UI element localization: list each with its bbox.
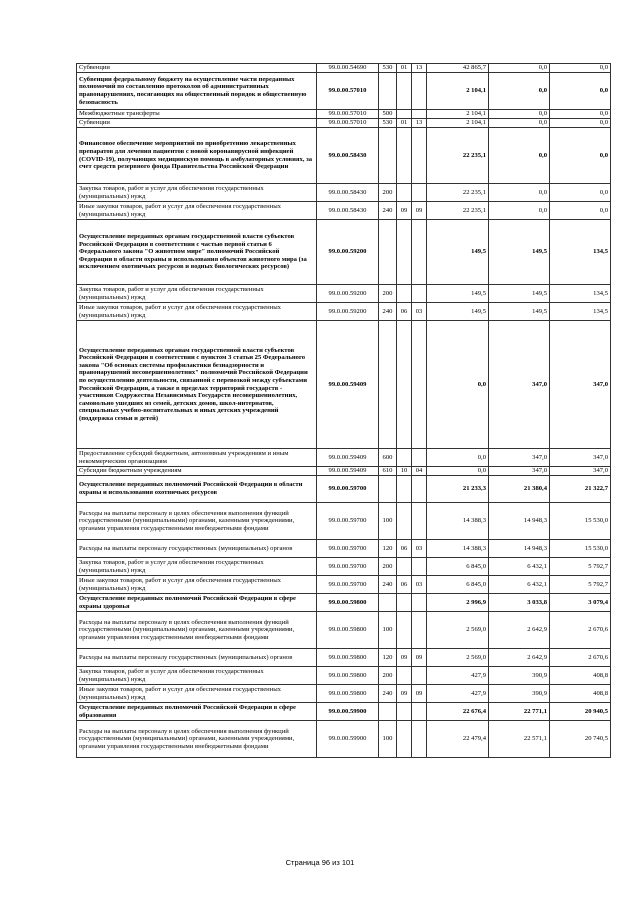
- cell-code: 99.0.00.59700: [317, 576, 379, 594]
- cell-type: 100: [379, 612, 397, 649]
- cell-section: [397, 449, 412, 467]
- cell-subsection: [412, 703, 427, 721]
- cell-code: 99.0.00.59900: [317, 721, 379, 758]
- table-row: [77, 467, 611, 476]
- cell-code: 99.0.00.59800: [317, 612, 379, 649]
- cell-value-1: 2 104,1: [427, 110, 489, 119]
- cell-name: Закупка товаров, работ и услуг для обеспечения государственных (муниципальных) нужд: [77, 184, 317, 202]
- cell-value-3: 0,0: [550, 64, 611, 73]
- cell-subsection: 09: [412, 202, 427, 220]
- cell-subsection: [412, 128, 427, 184]
- cell-value-1: 14 388,3: [427, 503, 489, 540]
- cell-name: Субвенции федеральному бюджету на осуществление части переданных полномочий по составлению протоколов об административных правонарушениях, посягающих на общественный порядок и общественную безопасность: [77, 73, 317, 110]
- cell-section: [397, 220, 412, 285]
- cell-value-1: 0,0: [427, 321, 489, 449]
- cell-name: Закупка товаров, работ и услуг для обеспечения государственных (муниципальных) нужд: [77, 558, 317, 576]
- cell-subsection: 03: [412, 303, 427, 321]
- cell-type: 100: [379, 721, 397, 758]
- table-row: [77, 449, 611, 467]
- cell-subsection: [412, 667, 427, 685]
- cell-value-3: 0,0: [550, 110, 611, 119]
- table-row: [77, 303, 611, 321]
- cell-value-1: 427,9: [427, 667, 489, 685]
- cell-name: Осуществление переданных полномочий Российской Федерации в области охраны и использования охотничьих ресурсов: [77, 476, 317, 503]
- cell-name: Финансовое обеспечение мероприятий по приобретению лекарственных препаратов для лечения пациентов с новой коронавирусной инфекцией (COVID-19), получающих медицинскую помощь в амбулаторных условиях, за счет средств резервного фонда Правительства Российской Федерации: [77, 128, 317, 184]
- cell-name: Субвенции: [77, 119, 317, 128]
- cell-name: Осуществление переданных полномочий Российской Федерации в сфере образования: [77, 703, 317, 721]
- cell-section: [397, 476, 412, 503]
- cell-value-3: 2 670,6: [550, 612, 611, 649]
- cell-section: [397, 321, 412, 449]
- cell-name: Закупка товаров, работ и услуг для обеспечения государственных (муниципальных) нужд: [77, 667, 317, 685]
- cell-value-3: 347,0: [550, 321, 611, 449]
- cell-section: 10: [397, 467, 412, 476]
- cell-value-1: 42 865,7: [427, 64, 489, 73]
- table-row: [77, 667, 611, 685]
- cell-section: 06: [397, 303, 412, 321]
- table-row: [77, 64, 611, 73]
- cell-type: 240: [379, 202, 397, 220]
- cell-code: 99.0.00.58430: [317, 128, 379, 184]
- table-row: [77, 612, 611, 649]
- cell-subsection: [412, 184, 427, 202]
- cell-value-1: 22 235,1: [427, 202, 489, 220]
- cell-subsection: 04: [412, 467, 427, 476]
- cell-value-2: 6 432,1: [489, 576, 550, 594]
- budget-table: [76, 63, 611, 758]
- cell-section: [397, 703, 412, 721]
- cell-value-2: 0,0: [489, 110, 550, 119]
- cell-name: Закупка товаров, работ и услуг для обеспечения государственных (муниципальных) нужд: [77, 285, 317, 303]
- cell-value-1: 22 479,4: [427, 721, 489, 758]
- cell-subsection: [412, 503, 427, 540]
- cell-value-3: 20 940,5: [550, 703, 611, 721]
- cell-value-2: 347,0: [489, 321, 550, 449]
- table-row: [77, 576, 611, 594]
- cell-code: 99.0.00.59800: [317, 685, 379, 703]
- table-row-heading: [77, 220, 611, 285]
- table-row: [77, 503, 611, 540]
- cell-code: 99.0.00.59700: [317, 476, 379, 503]
- cell-value-2: 347,0: [489, 467, 550, 476]
- cell-code: 99.0.00.59200: [317, 303, 379, 321]
- cell-subsection: [412, 285, 427, 303]
- cell-type: 200: [379, 184, 397, 202]
- cell-value-3: 2 670,6: [550, 649, 611, 667]
- table-row: [77, 110, 611, 119]
- cell-code: 99.0.00.59200: [317, 285, 379, 303]
- table-row-heading: [77, 594, 611, 612]
- cell-value-2: 0,0: [489, 184, 550, 202]
- cell-subsection: [412, 558, 427, 576]
- cell-subsection: [412, 321, 427, 449]
- cell-section: [397, 73, 412, 110]
- cell-type: [379, 594, 397, 612]
- cell-type: 240: [379, 576, 397, 594]
- cell-subsection: [412, 612, 427, 649]
- cell-value-1: 6 845,0: [427, 576, 489, 594]
- cell-subsection: 03: [412, 540, 427, 558]
- cell-type: 530: [379, 64, 397, 73]
- cell-section: 09: [397, 649, 412, 667]
- cell-value-3: 20 740,5: [550, 721, 611, 758]
- cell-type: 200: [379, 558, 397, 576]
- cell-value-3: 21 322,7: [550, 476, 611, 503]
- cell-value-3: 0,0: [550, 128, 611, 184]
- page-footer: Страница 96 из 101: [285, 858, 355, 867]
- table-row: [77, 649, 611, 667]
- cell-code: 99.0.00.57010: [317, 110, 379, 119]
- cell-value-1: 21 233,3: [427, 476, 489, 503]
- cell-type: [379, 703, 397, 721]
- cell-value-2: 149,5: [489, 285, 550, 303]
- cell-value-1: 149,5: [427, 285, 489, 303]
- cell-value-2: 21 380,4: [489, 476, 550, 503]
- cell-type: 600: [379, 449, 397, 467]
- cell-value-1: 2 996,9: [427, 594, 489, 612]
- cell-value-1: 22 235,1: [427, 128, 489, 184]
- cell-subsection: [412, 110, 427, 119]
- cell-value-3: 5 792,7: [550, 576, 611, 594]
- cell-type: 610: [379, 467, 397, 476]
- cell-value-3: 347,0: [550, 467, 611, 476]
- cell-name: Осуществление переданных полномочий Российской Федерации в сфере охраны здоровья: [77, 594, 317, 612]
- cell-value-3: 5 792,7: [550, 558, 611, 576]
- cell-section: [397, 594, 412, 612]
- cell-value-2: 14 948,3: [489, 503, 550, 540]
- cell-value-2: 2 642,9: [489, 649, 550, 667]
- cell-code: 99.0.00.59700: [317, 503, 379, 540]
- cell-code: 99.0.00.59800: [317, 594, 379, 612]
- table-row: [77, 202, 611, 220]
- table-row-heading: [77, 476, 611, 503]
- cell-name: Субвенции: [77, 64, 317, 73]
- cell-value-1: 427,9: [427, 685, 489, 703]
- cell-code: 99.0.00.59700: [317, 558, 379, 576]
- cell-name: Межбюджетные трансферты: [77, 110, 317, 119]
- cell-name: Расходы на выплаты персоналу в целях обеспечения выполнения функций государственными (муниципальными) органами, казенными учреждениями, органами управления государственными внебюджетными фондами: [77, 503, 317, 540]
- cell-type: 240: [379, 303, 397, 321]
- cell-section: 01: [397, 119, 412, 128]
- cell-section: [397, 612, 412, 649]
- cell-value-3: 0,0: [550, 202, 611, 220]
- cell-section: 09: [397, 202, 412, 220]
- cell-section: [397, 285, 412, 303]
- cell-section: [397, 184, 412, 202]
- cell-value-1: 6 845,0: [427, 558, 489, 576]
- cell-section: [397, 503, 412, 540]
- cell-value-2: 22 571,1: [489, 721, 550, 758]
- cell-type: 500: [379, 110, 397, 119]
- cell-section: [397, 558, 412, 576]
- cell-name: Осуществление переданных органам государственной власти субъектов Российской Федерации в соответствии с пунктом 3 статьи 25 Федерального закона "Об основах системы профилактики безнадзорности и правонарушений несовершеннолетних" полномочий Российской Федерации по осуществлению деятельности, связанной с перевозкой между субъектами Российской Федерации, а также в пределах территорий государств - участников Содружества Независимых Государств несовершеннолетних, самовольно ушедших из семей, детских домов, школ-интернатов, специальных учебно-воспитательных и иных детских учреждений (поддержка семьи и детей): [77, 321, 317, 449]
- cell-code: 99.0.00.59200: [317, 220, 379, 285]
- table-row-heading: [77, 321, 611, 449]
- cell-section: [397, 667, 412, 685]
- cell-value-2: 22 771,1: [489, 703, 550, 721]
- cell-name: Иные закупки товаров, работ и услуг для обеспечения государственных (муниципальных) нужд: [77, 576, 317, 594]
- cell-value-2: 149,5: [489, 220, 550, 285]
- table-row: [77, 285, 611, 303]
- cell-name: Расходы на выплаты персоналу в целях обеспечения выполнения функций государственными (муниципальными) органами, казенными учреждениями, органами управления государственными внебюджетными фондами: [77, 612, 317, 649]
- cell-type: 240: [379, 685, 397, 703]
- cell-name: Расходы на выплаты персоналу государственных (муниципальных) органов: [77, 649, 317, 667]
- cell-code: 99.0.00.58430: [317, 202, 379, 220]
- cell-value-1: 14 388,3: [427, 540, 489, 558]
- cell-code: 99.0.00.59800: [317, 649, 379, 667]
- cell-value-3: 0,0: [550, 73, 611, 110]
- table-row-heading: [77, 128, 611, 184]
- cell-value-1: 0,0: [427, 467, 489, 476]
- cell-value-2: 347,0: [489, 449, 550, 467]
- table-row-heading: [77, 703, 611, 721]
- cell-value-3: 3 079,4: [550, 594, 611, 612]
- cell-type: 530: [379, 119, 397, 128]
- cell-name: Субсидии бюджетным учреждениям: [77, 467, 317, 476]
- cell-code: 99.0.00.59900: [317, 703, 379, 721]
- cell-type: [379, 220, 397, 285]
- cell-code: 99.0.00.54690: [317, 64, 379, 73]
- cell-code: 99.0.00.59700: [317, 540, 379, 558]
- table-row: [77, 540, 611, 558]
- cell-value-2: 3 033,8: [489, 594, 550, 612]
- cell-subsection: 03: [412, 576, 427, 594]
- cell-section: 09: [397, 685, 412, 703]
- cell-code: 99.0.00.59800: [317, 667, 379, 685]
- cell-name: Расходы на выплаты персоналу в целях обеспечения выполнения функций государственными (муниципальными) органами, казенными учреждениями, органами управления государственными внебюджетными фондами: [77, 721, 317, 758]
- cell-value-3: 408,8: [550, 667, 611, 685]
- cell-type: 120: [379, 540, 397, 558]
- cell-value-3: 0,0: [550, 119, 611, 128]
- cell-subsection: [412, 721, 427, 758]
- cell-code: 99.0.00.57010: [317, 73, 379, 110]
- cell-subsection: [412, 476, 427, 503]
- cell-value-3: 15 530,0: [550, 503, 611, 540]
- cell-value-1: 2 104,1: [427, 73, 489, 110]
- table-row: [77, 721, 611, 758]
- cell-subsection: 09: [412, 685, 427, 703]
- cell-value-3: 0,0: [550, 184, 611, 202]
- cell-name: Предоставление субсидий бюджетным, автономным учреждениям и иным некоммерческим организациям: [77, 449, 317, 467]
- cell-subsection: 13: [412, 64, 427, 73]
- cell-value-3: 134,5: [550, 285, 611, 303]
- cell-value-1: 149,5: [427, 220, 489, 285]
- cell-name: Иные закупки товаров, работ и услуг для обеспечения государственных (муниципальных) нужд: [77, 303, 317, 321]
- cell-code: 99.0.00.57010: [317, 119, 379, 128]
- cell-value-1: 22 676,4: [427, 703, 489, 721]
- cell-section: 01: [397, 64, 412, 73]
- cell-type: [379, 128, 397, 184]
- cell-value-1: 2 569,0: [427, 649, 489, 667]
- cell-value-1: 22 235,1: [427, 184, 489, 202]
- cell-section: [397, 110, 412, 119]
- cell-type: 100: [379, 503, 397, 540]
- cell-value-2: 0,0: [489, 73, 550, 110]
- cell-value-2: 14 948,3: [489, 540, 550, 558]
- cell-value-3: 15 530,0: [550, 540, 611, 558]
- cell-section: [397, 128, 412, 184]
- cell-code: 99.0.00.59409: [317, 321, 379, 449]
- cell-name: Иные закупки товаров, работ и услуг для обеспечения государственных (муниципальных) нужд: [77, 202, 317, 220]
- cell-subsection: 13: [412, 119, 427, 128]
- cell-subsection: [412, 594, 427, 612]
- cell-value-3: 134,5: [550, 303, 611, 321]
- cell-type: 120: [379, 649, 397, 667]
- cell-value-1: 0,0: [427, 449, 489, 467]
- cell-type: 200: [379, 285, 397, 303]
- budget-table-body: [77, 64, 611, 758]
- cell-type: [379, 73, 397, 110]
- cell-section: 06: [397, 576, 412, 594]
- cell-value-2: 0,0: [489, 119, 550, 128]
- table-row: [77, 685, 611, 703]
- cell-value-2: 390,9: [489, 685, 550, 703]
- cell-value-2: 390,9: [489, 667, 550, 685]
- cell-name: Осуществление переданных органам государственной власти субъектов Российской Федерации в соответствии с частью первой статьи 6 Федерального закона "О животном мире" полномочий Российской Федерации в области охраны и использования объектов животного мира (за исключением охотничьих ресурсов и водных биологических ресурсов): [77, 220, 317, 285]
- cell-name: Расходы на выплаты персоналу государственных (муниципальных) органов: [77, 540, 317, 558]
- cell-value-1: 149,5: [427, 303, 489, 321]
- cell-section: [397, 721, 412, 758]
- cell-value-3: 408,8: [550, 685, 611, 703]
- cell-code: 99.0.00.59409: [317, 449, 379, 467]
- table-row-heading: [77, 73, 611, 110]
- cell-subsection: [412, 449, 427, 467]
- table-row: [77, 119, 611, 128]
- cell-section: 06: [397, 540, 412, 558]
- cell-subsection: [412, 220, 427, 285]
- cell-type: [379, 321, 397, 449]
- cell-subsection: 09: [412, 649, 427, 667]
- cell-value-2: 0,0: [489, 64, 550, 73]
- cell-type: [379, 476, 397, 503]
- cell-code: 99.0.00.58430: [317, 184, 379, 202]
- cell-subsection: [412, 73, 427, 110]
- table-row: [77, 558, 611, 576]
- cell-type: 200: [379, 667, 397, 685]
- cell-value-1: 2 569,0: [427, 612, 489, 649]
- cell-value-3: 134,5: [550, 220, 611, 285]
- cell-name: Иные закупки товаров, работ и услуг для обеспечения государственных (муниципальных) нужд: [77, 685, 317, 703]
- cell-value-2: 6 432,1: [489, 558, 550, 576]
- cell-value-2: 0,0: [489, 128, 550, 184]
- cell-code: 99.0.00.59409: [317, 467, 379, 476]
- cell-value-2: 149,5: [489, 303, 550, 321]
- cell-value-3: 347,0: [550, 449, 611, 467]
- table-row: [77, 184, 611, 202]
- cell-value-2: 0,0: [489, 202, 550, 220]
- cell-value-1: 2 104,1: [427, 119, 489, 128]
- cell-value-2: 2 642,9: [489, 612, 550, 649]
